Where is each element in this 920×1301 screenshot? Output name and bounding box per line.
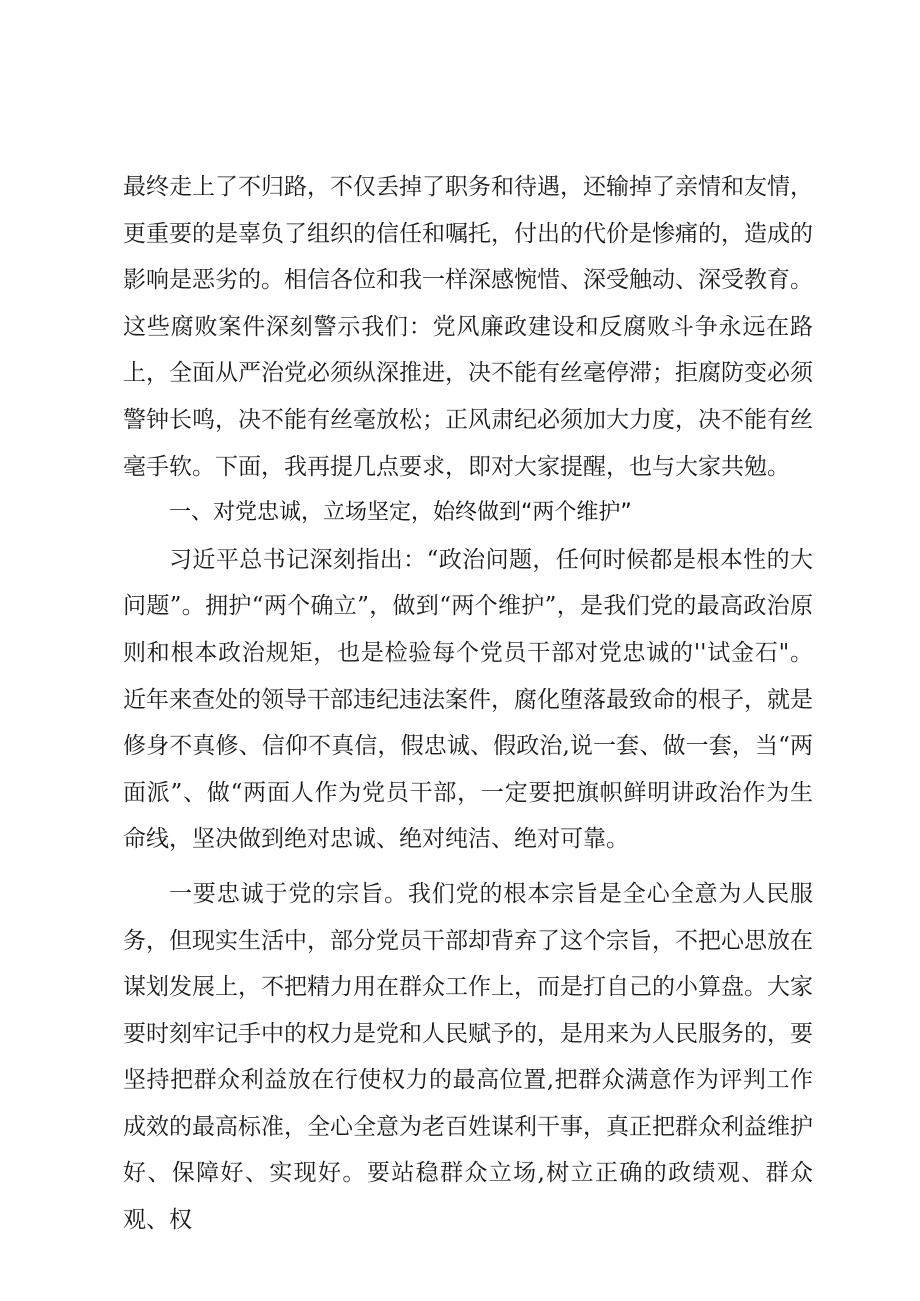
section-heading: 一、对党忠诚，立场坚定，始终做到“两个维护” [169, 500, 632, 526]
paragraph-continued: 最终走上了不归路，不仅丢掉了职务和待遇，还输掉了亲情和友情，更重要的是辜负了组织的信任和嘱托，付出的代价是惨痛的，造成的影响是恶劣的。相信各位和我一样深感惋惜、深受触动、深受教育。这些腐败案件深刻警示我们：党风廉政建设和反腐败斗争永远在路上，全面从严治党必须纵深推进，决不能有丝毫停滞；拒腐防变必须警钟长鸣，决不能有丝毫放松；正风肃纪必须加大力度，决不能有丝毫手软。下面，我再提几点要求，即对大家提醒，也与大家共勉。 [123, 174, 813, 480]
paragraph-political-loyalty: 习近平总书记深刻指出：“政治问题，任何时候都是根本性的大问题”。拥护“两个确立”，做到“两个维护”，是我们党的最高政治原则和根本政治规矩，也是检验每个党员干部对党忠诚的''试金石"。近年来查处的领导干部违纪违法案件，腐化堕落最致命的根子，就是修身不真修、信仰不真信，假忠诚、假政治,说一套、做一套，当“两面派”、做“两面人作为党员干部，一定要把旗帜鲜明讲政治作为生命线，坚决做到绝对忠诚、绝对纯洁、绝对可靠。 [123, 546, 813, 853]
paragraph-party-purpose: 一要忠诚于党的宗旨。我们党的根本宗旨是全心全意为人民服务，但现实生活中，部分党员干部却背弃了这个宗旨，不把心思放在谋划发展上，不把精力用在群众工作上，而是打自己的小算盘。大家要时刻牢记手中的权力是党和人民赋予的，是用来为人民服务的，要坚持把群众利益放在行使权力的最高位置,把群众满意作为评判工作成效的最高标准，全心全意为老百姓谋利干事，真正把群众利益维护好、保障好、实现好。要站稳群众立场,树立正确的政绩观、群众观、权 [123, 880, 813, 1234]
document-body [123, 164, 813, 1244]
